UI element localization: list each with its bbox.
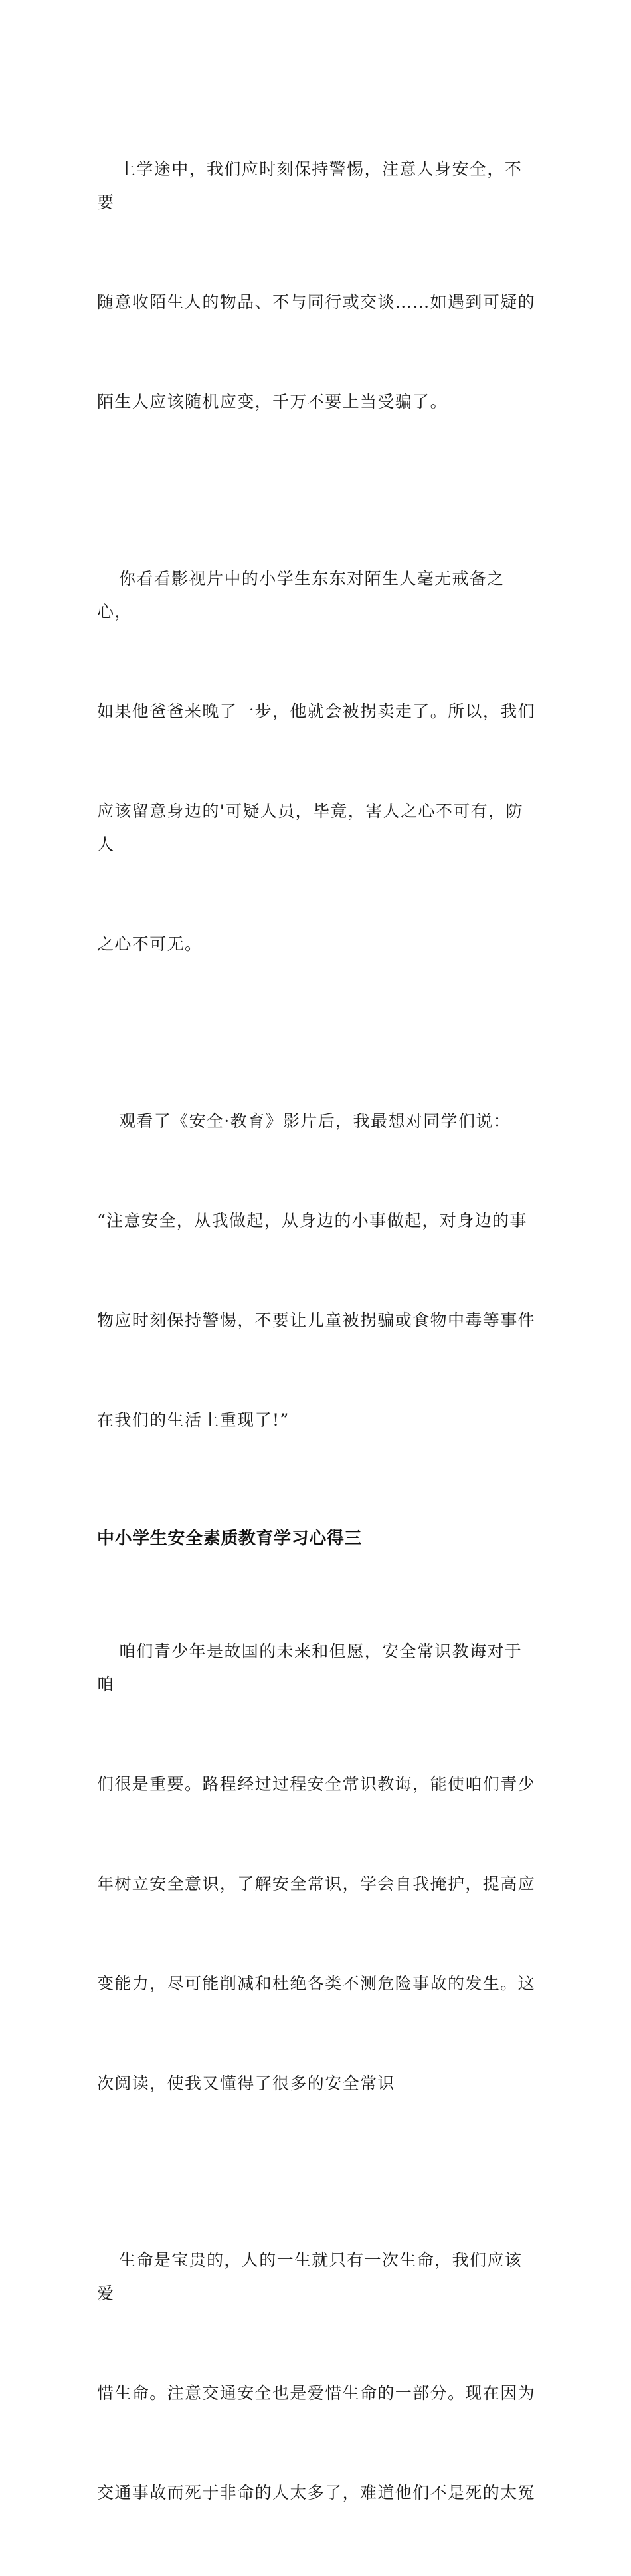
text-line: 观看了《安全·教育》影片后，我最想对同学们说： [119,1111,511,1130]
text-line: 咱们青少年是故国的未来和但愿，安全常识教诲对于咱 [97,1642,523,1694]
text-line: 上学途中，我们应时刻保持警惕，注意人身安全，不要 [97,160,523,212]
paragraph-message-to-classmates [97,1038,535,1503]
text-line: 随意收陌生人的物品、不与同行或交谈……如遇到可疑的 [97,292,536,312]
text-line: 在我们的生活上重现了!” [97,1410,290,1430]
text-line: 物应时刻保持警惕，不要让儿童被拐骗或食物中毒等事件 [97,1311,536,1330]
paragraph-stranger-caution [97,86,535,485]
paragraph-cherish-life [97,2177,535,2576]
text-line: “注意安全，从我做起，从身边的小事做起，对身边的事 [97,1211,527,1230]
text-line: 年树立安全意识，了解安全常识，学会自我掩护，提高应 [97,1874,536,1893]
paragraph-film-example [97,496,535,1027]
document-body [97,86,535,2576]
text-line: 变能力，尽可能削减和杜绝各类不测危险事故的发生。这 [97,1974,536,1993]
text-line: 应该留意身边的'可疑人员，毕竟，害人之心不可有，防人 [97,802,523,854]
text-line: 如果他爸爸来晚了一步，他就会被拐卖走了。所以，我们 [97,702,536,721]
text-line: 次阅读，使我又懂得了很多的安全常识 [97,2074,395,2093]
text-line: 之心不可无。 [97,934,203,954]
text-line: 陌生人应该随机应变，千万不要上当受骗了。 [97,392,448,411]
text-line: 惜生命。注意交通安全也是爱惜生命的一部分。现在因为 [97,2383,536,2403]
text-line: 交通事故而死于非命的人太多了，难道他们不是死的太冤 [97,2483,536,2502]
text-line: 们很是重要。路程经过过程安全常识教诲，能使咱们青少 [97,1774,536,1794]
text-line: 你看看影视片中的小学生东东对陌生人毫无戒备之心， [97,569,505,621]
section-heading: 中小学生安全素质教育学习心得三 [97,1529,363,1549]
paragraph-safety-education [97,1568,535,2167]
text-line: 生命是宝贵的，人的一生就只有一次生命，我们应该爱 [97,2250,523,2303]
